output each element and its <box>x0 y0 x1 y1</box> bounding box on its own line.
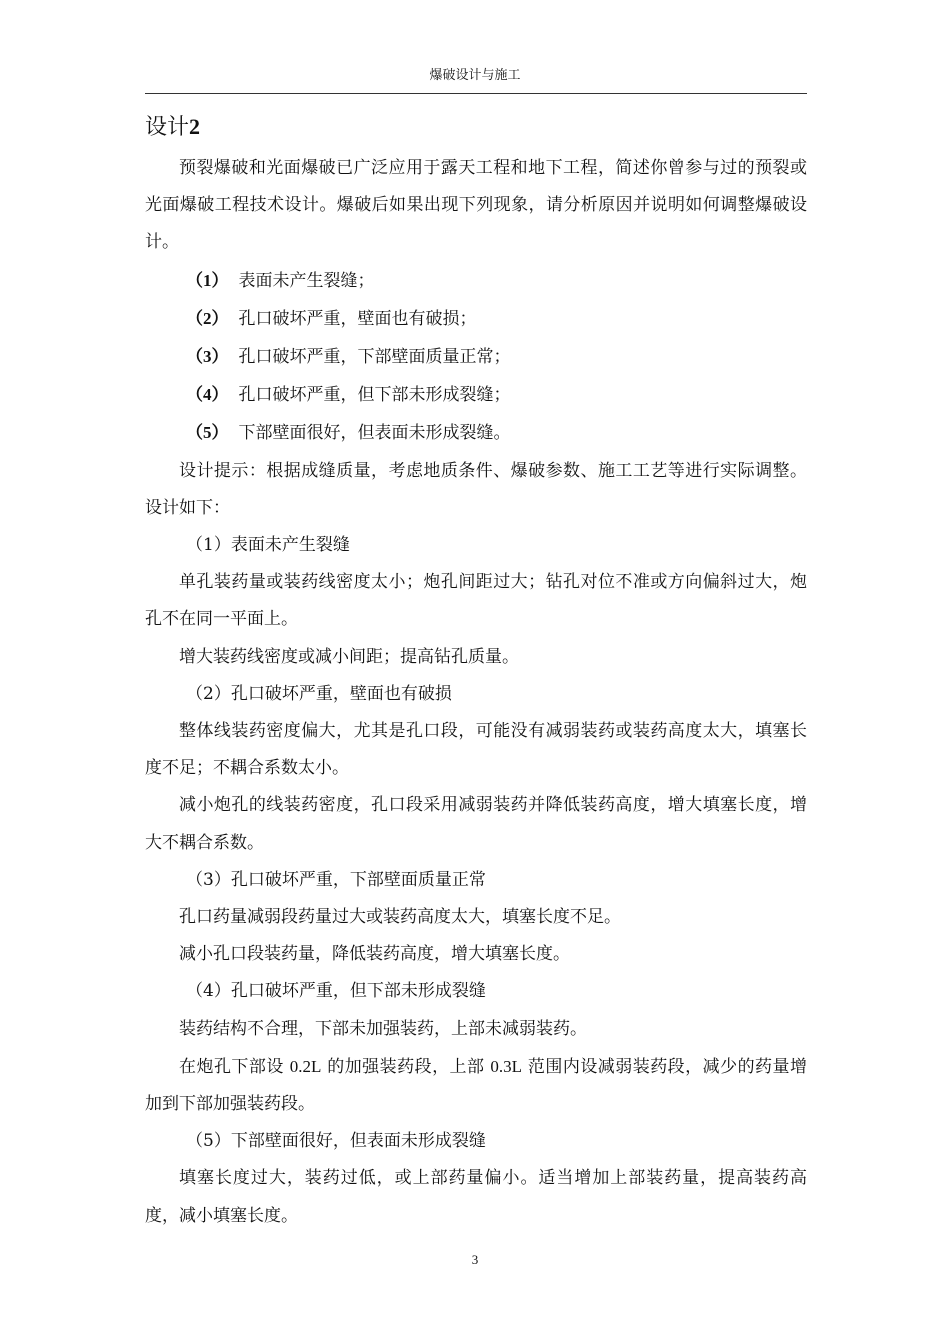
answer-cause: 整体线装药密度偏大，尤其是孔口段，可能没有减弱装药或装药高度太大，填塞长度不足；不耦合系数太小。 <box>145 721 807 779</box>
answer-heading: （3）孔口破坏严重，下部壁面质量正常 <box>186 869 486 890</box>
question-text: 表面未产生裂缝； <box>238 270 375 291</box>
running-header: 爆破设计与施工 <box>429 68 521 83</box>
question-item <box>145 414 807 452</box>
answer-heading: （1）表面未产生裂缝 <box>186 535 350 556</box>
section-title <box>145 112 200 143</box>
question-item <box>145 300 807 338</box>
header-rule <box>145 93 807 94</box>
answer-cause: 填塞长度过大，装药过低，或上部药量偏小。适当增加上部装药量，提高装药高度，减小填塞长度。 <box>145 1168 807 1226</box>
remedy-text: 在炮孔下部设 <box>179 1056 290 1077</box>
answer-remedy: 减小炮孔的线装药密度，孔口段采用减弱装药并降低装药高度，增大填塞长度，增大不耦合系数。 <box>145 795 807 853</box>
page-number: 3 <box>471 1252 479 1267</box>
answer-heading: （2）孔口破坏严重，壁面也有破损 <box>186 683 452 704</box>
remedy-text: 范围内设减弱装药段，减少的药量增加到下部加强装药段。 <box>145 1056 807 1115</box>
question-number: （5） <box>186 423 229 443</box>
answer-remedy: 减小孔口段装药量，降低装药高度，增大填塞长度。 <box>179 944 570 965</box>
question-item <box>145 338 807 376</box>
section-title-number: 2 <box>189 114 201 139</box>
question-text: 下部壁面很好，但表面未形成裂缝。 <box>238 423 511 444</box>
question-text: 孔口破坏严重，下部壁面质量正常； <box>238 347 511 368</box>
question-number: （1） <box>186 270 229 290</box>
answer-heading: （5）下部壁面很好，但表面未形成裂缝 <box>186 1131 486 1152</box>
section-title-prefix: 设计 <box>145 115 190 140</box>
question-item <box>145 376 807 414</box>
question-item <box>145 262 807 300</box>
question-number: （3） <box>186 347 229 367</box>
length-ratio-upper: 0.3L <box>490 1056 523 1076</box>
question-number: （2） <box>186 308 229 328</box>
remedy-text: 的加强装药段，上部 <box>321 1056 491 1077</box>
question-text: 孔口破坏严重，壁面也有破损； <box>238 308 477 329</box>
answer-cause: 装药结构不合理，下部未加强装药，上部未减弱装药。 <box>179 1018 587 1039</box>
answer-remedy <box>145 1048 807 1123</box>
intro-paragraph: 预裂爆破和光面爆破已广泛应用于露天工程和地下工程，简述你曾参与过的预裂或光面爆破工程技术设计。爆破后如果出现下列现象，请分析原因并说明如何调整爆破设计。 <box>145 158 807 253</box>
question-number: （4） <box>186 385 229 405</box>
answer-cause: 孔口药量减弱段药量过大或装药高度太大，填塞长度不足。 <box>179 907 621 928</box>
answer-cause: 单孔装药量或装药线密度太小；炮孔间距过大；钻孔对位不准或方向偏斜过大，炮孔不在同一平面上。 <box>145 572 807 630</box>
answer-heading: （4）孔口破坏严重，但下部未形成裂缝 <box>186 981 486 1002</box>
design-hint-paragraph: 设计提示：根据成缝质量，考虑地质条件、爆破参数、施工工艺等进行实际调整。设计如下： <box>145 460 807 518</box>
answer-remedy: 增大装药线密度或减小间距；提高钻孔质量。 <box>179 646 519 667</box>
question-text: 孔口破坏严重，但下部未形成裂缝； <box>238 385 511 406</box>
document-body <box>145 150 807 1235</box>
length-ratio-lower: 0.2L <box>289 1056 322 1076</box>
